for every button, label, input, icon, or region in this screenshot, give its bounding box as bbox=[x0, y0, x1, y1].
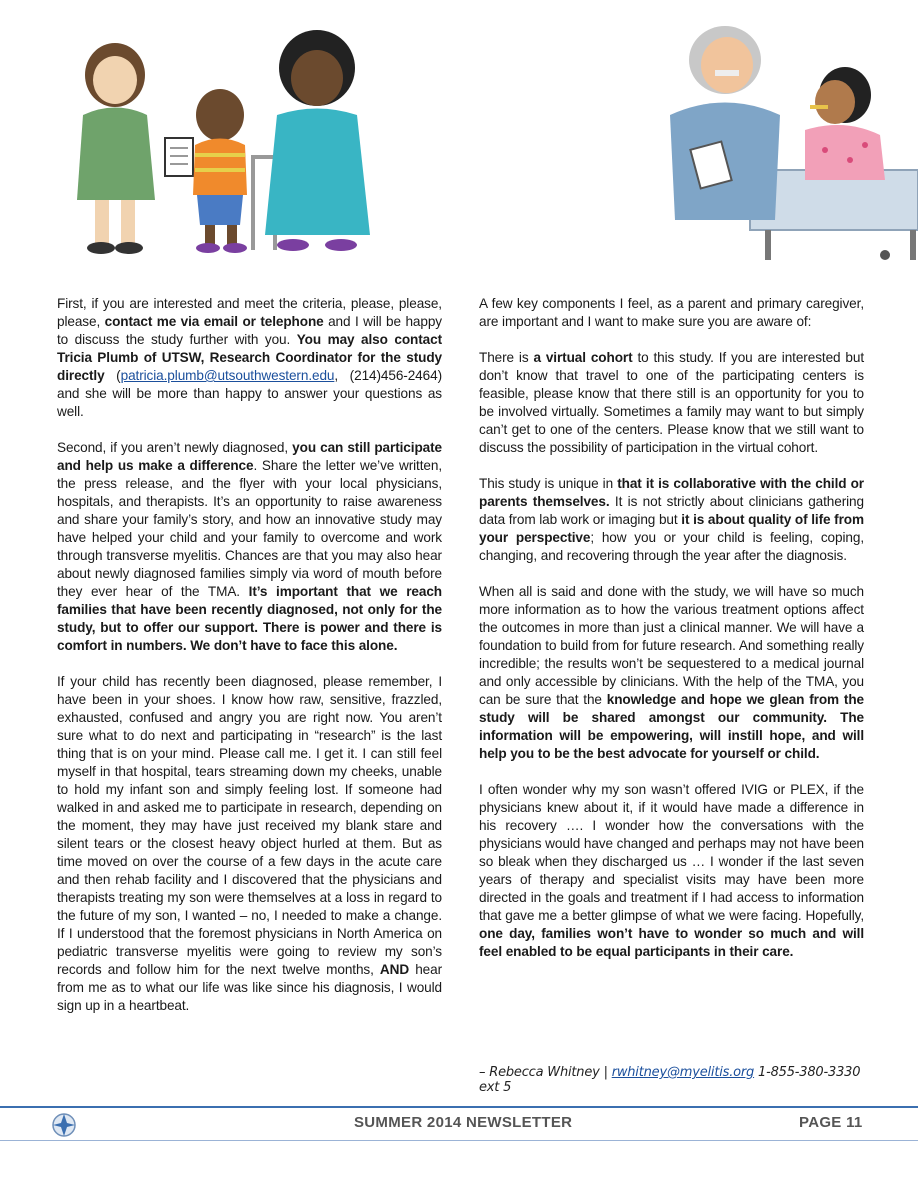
text-span: This study is unique in bbox=[479, 476, 618, 491]
doctor-child-illustration bbox=[655, 20, 918, 265]
right-paragraph-4 bbox=[479, 583, 864, 763]
bold-text: contact me via email or telephone bbox=[104, 314, 324, 329]
right-column bbox=[479, 295, 864, 979]
bold-text: one day, families won’t have to wonder so much and will feel enabled to be equal participants in their care. bbox=[479, 926, 864, 959]
page-number: PAGE 11 bbox=[799, 1114, 863, 1131]
tma-star-logo-icon bbox=[51, 1112, 77, 1138]
bold-text: knowledge and hope we glean from the study will be shared amongst our community. The information will be empowering, will instill hope, and will help you to be the best advocate for yourself or child. bbox=[479, 692, 864, 761]
right-paragraph-5 bbox=[479, 781, 864, 961]
left-paragraph-3 bbox=[57, 673, 442, 1015]
text-span: It is not strictly about clinicians gathering data from lab work or imaging but bbox=[479, 494, 864, 527]
coordinator-email-link[interactable]: patricia.plumb@utsouthwestern.edu bbox=[120, 368, 335, 383]
left-paragraph-1 bbox=[57, 295, 442, 421]
footer-divider-bottom bbox=[0, 1140, 918, 1141]
signature-phone: 1-855-380-3330 ext 5 bbox=[479, 1065, 861, 1095]
text-span: I often wonder why my son wasn’t offered IVIG or PLEX, if the physicians knew about it, if it would have made a difference in his recovery …. I wonder how the conversations with the physicians would have changed and perhaps may not have been so bleak when they discharged us … I wonder if the last seven years of therapy and specialist visits may have been more directed in the goals and treatment if I had access to information that gave me a better glimpse of what we were facing. Hopefully, bbox=[479, 782, 864, 923]
text-span: ; how you or your child is feeling, coping, changing, and recovering through the year after the diagnosis. bbox=[479, 530, 864, 563]
footer-divider bbox=[0, 1106, 918, 1108]
newsletter-title: SUMMER 2014 NEWSLETTER bbox=[354, 1114, 573, 1131]
right-paragraph-2 bbox=[479, 349, 864, 457]
text-span: hear from me as to what our life was like since his diagnosis, I would sign up in a heartbeat. bbox=[57, 962, 443, 1013]
right-paragraph-3 bbox=[479, 475, 864, 565]
text-span: When all is said and done with the study, we will have so much more information as to how the various treatment options affect the outcomes in more than just a clinical manner. We will have a foundation to build from for future research. And something really incredible; the results won’t be sequestered to a medical journal and only accessible by clinicians. With the help of the TMA, you can be sure that the bbox=[479, 584, 864, 707]
signature-name: – Rebecca Whitney | bbox=[479, 1065, 612, 1080]
left-column bbox=[57, 295, 442, 1033]
left-paragraph-2 bbox=[57, 439, 442, 655]
text-span: to this study. If you are interested but don’t know that travel to one of the participating centers is feasible, please know that there still is an opportunity for you to be involved virtually. Sometimes a family may want to but simply can’t get to one of the centers. Please know that we still want to discuss the possibility of participation in the virtual cohort. bbox=[479, 350, 864, 455]
bold-text: It’s important that we reach families that have been recently diagnosed, not only for the study, but to offer our support. There is power and there is comfort in numbers. We don’t have to face this alone. bbox=[57, 584, 442, 653]
text-span: Second, if you aren’t newly diagnosed, bbox=[57, 440, 293, 455]
text-span: ( bbox=[104, 368, 121, 383]
signature bbox=[479, 1065, 869, 1095]
bold-text: a virtual cohort bbox=[533, 350, 633, 365]
right-paragraph-1: A few key components I feel, as a parent and primary caregiver, are important and I want to make sure you are aware of: bbox=[479, 296, 864, 329]
text-span: First, if you are interested and meet the criteria, please, please, please, bbox=[57, 296, 442, 329]
bold-text: it is about quality of life from your perspective bbox=[479, 512, 864, 545]
text-span: , (214)456-2464) and she will be more than happy to answer your questions as well. bbox=[57, 368, 442, 419]
bold-text: you can still participate and help us make a difference bbox=[57, 440, 442, 473]
bold-text: that it is collaborative with the child or parents themselves. bbox=[479, 476, 864, 509]
text-span: There is bbox=[479, 350, 534, 365]
family-illustration bbox=[55, 20, 385, 255]
text-span: If your child has recently been diagnosed, please remember, I have been in your shoes. I know how raw, sensitive, frazzled, exhausted, confused and angry you are right now. You aren’t sure what to do next and participating in “research” is the last thing that is on your mind. Please call me. I get it. I can still feel myself in that hospital, tears streaming down my cheeks, unable to hold my infant son and simply feeling lost. If someone had walked in and asked me to participate in research, depending on the moment, they may have just received my blank stare and silent tears or the closest heavy object hurled at them. But as time moved on over the course of a few days in the acute care and then rehab facility and I discovered that the physicians and therapists treating my son were themselves at a loss in regard to the future of my son, I wanted – no, I needed to make a change. If I understood that the foremost physicians in North America on pediatric transverse myelitis were going to review my son’s records and follow him for the next twelve months, bbox=[57, 674, 442, 977]
bold-text: AND bbox=[379, 962, 410, 977]
text-span: . Share the letter we’ve written, the press release, and the flyer with your local physicians, hospitals, and therapists. It’s an opportunity to raise awareness and share your family’s story, and how an innovative study may have helped your child and your family to overcome and work through transverse myelitis. Chances are that you may also hear about newly diagnosed families simply via word of mouth before they ever hear of the TMA. bbox=[57, 458, 442, 599]
text-span: and I will be happy to discuss the study further with you. bbox=[57, 314, 442, 347]
bold-text: You may also contact Tricia Plumb of UTSW, Research Coordinator for the study directly bbox=[57, 332, 442, 383]
signature-email-link[interactable]: rwhitney@myelitis.org bbox=[611, 1065, 755, 1080]
